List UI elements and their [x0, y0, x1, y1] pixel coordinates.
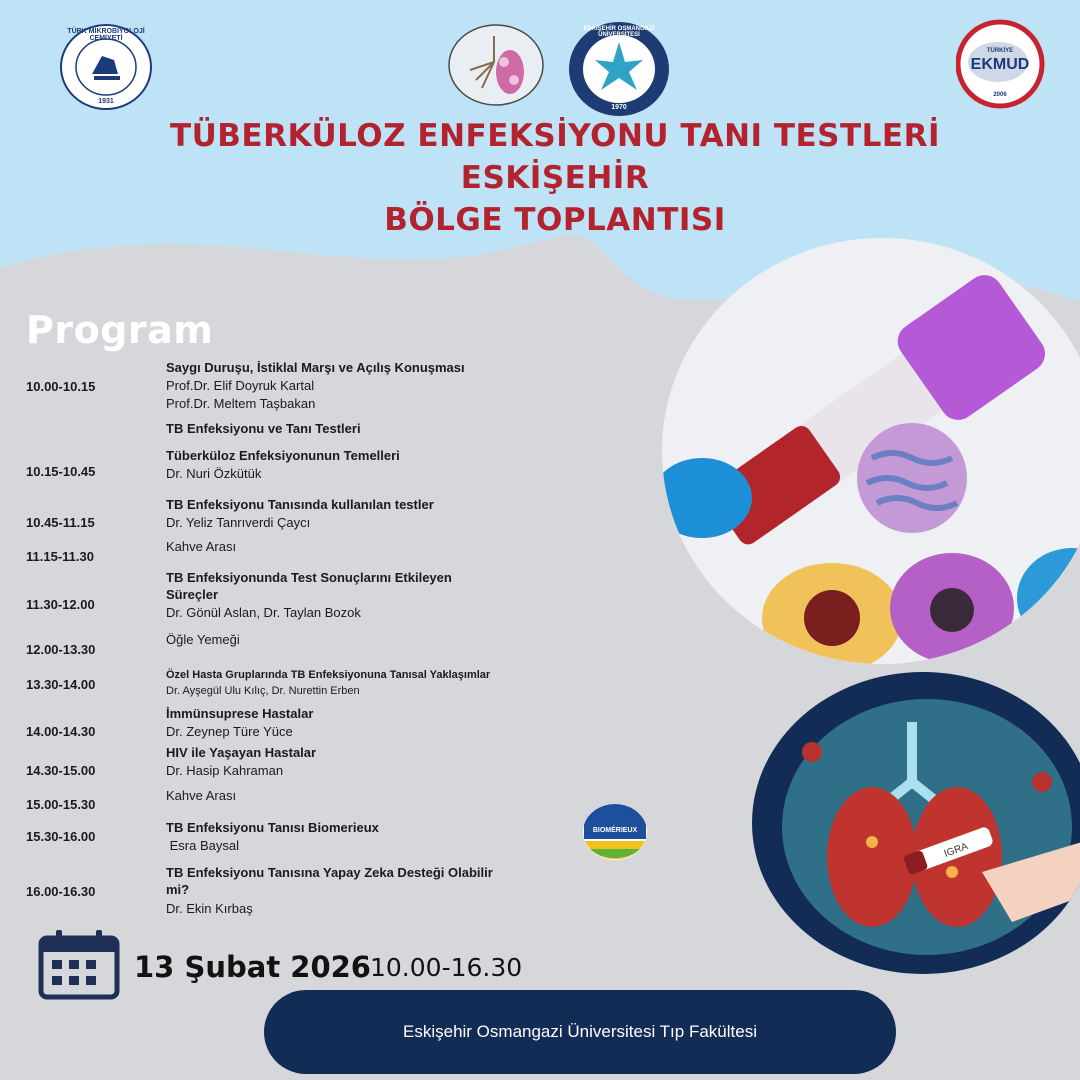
venue-banner — [264, 990, 896, 1074]
session-time: 16.00-16.30 — [26, 884, 96, 899]
session-title: TB Enfeksiyonu Tanısı Biomerieux — [166, 820, 379, 835]
esogu-logo — [567, 20, 671, 118]
session-time: 15.30-16.00 — [26, 829, 96, 844]
session-time: 11.30-12.00 — [26, 597, 95, 612]
session-time: 15.00-15.30 — [26, 797, 96, 812]
session-speaker: Prof.Dr. Elif Doyruk Kartal — [166, 378, 315, 393]
program-heading: Program — [26, 308, 214, 352]
session-section-title: TB Enfeksiyonu ve Tanı Testleri — [166, 421, 361, 436]
ekmud-logo — [956, 18, 1046, 110]
session-title: TB Enfeksiyonu Tanısına Yapay Zeka Desteği Olabilir — [166, 865, 493, 880]
session-time: 12.00-13.30 — [26, 642, 96, 657]
session-title: Saygı Duruşu, İstiklal Marşı ve Açılış Konuşması — [166, 360, 465, 375]
session-speaker: Dr. Ayşegül Ulu Kılıç, Dr. Nurettin Erben — [166, 685, 360, 697]
session-title: Kahve Arası — [166, 788, 237, 803]
ekmud-logo-small: TÜRKİYE — [986, 48, 1014, 54]
session-speaker: Prof.Dr. Meltem Taşbakan — [166, 396, 316, 411]
tmc-logo-year: 1931 — [98, 98, 114, 105]
tmc-logo — [58, 22, 154, 112]
session-speaker: Dr. Zeynep Türe Yüce — [166, 724, 293, 739]
session-title: Tüberküloz Enfeksiyonunun Temelleri — [166, 448, 400, 463]
session-time: 14.30-15.00 — [26, 763, 96, 778]
session-speaker: Esra Baysal — [166, 838, 239, 853]
blood-tubes-image — [662, 238, 1080, 664]
lung-logo — [446, 22, 546, 108]
session-title: İmmünsuprese Hastalar — [166, 706, 314, 721]
event-date: 13 Şubat 2026 — [134, 950, 371, 984]
session-title: Özel Hasta Gruplarında TB Enfeksiyonuna Tanısal Yaklaşımlar — [166, 669, 491, 681]
session-title: TB Enfeksiyonu Tanısında kullanılan testler — [166, 497, 434, 512]
session-time: 11.15-11.30 — [26, 549, 94, 564]
session-time: 10.45-11.15 — [26, 515, 95, 530]
ekmud-logo-year: 2006 — [993, 92, 1007, 98]
session-title-cont: Süreçler — [166, 587, 219, 602]
session-time: 13.30-14.00 — [26, 677, 96, 692]
session-title: Öğle Yemeği — [166, 632, 240, 647]
session-speaker: Dr. Hasip Kahraman — [166, 763, 284, 778]
session-time: 14.00-14.30 — [26, 724, 96, 739]
session-title: HIV ile Yaşayan Hastalar — [166, 745, 317, 760]
session-speaker: Dr. Nuri Özkütük — [166, 466, 262, 481]
esogu-logo-text: ESKİŞEHİR OSMANGAZİ ÜNİVERSİTESİ — [583, 26, 655, 38]
lungs-illustration — [752, 672, 1080, 974]
calendar-icon — [38, 930, 120, 1000]
ekmud-logo-name: EKMUD — [970, 56, 1030, 73]
event-hours: 10.00-16.30 — [370, 953, 523, 982]
biomerieux-logo-text: BIOMÉRIEUX — [592, 827, 638, 834]
session-speaker: Dr. Ekin Kırbaş — [166, 901, 253, 916]
session-time: 10.00-10.15 — [26, 379, 96, 394]
session-time: 10.15-10.45 — [26, 464, 96, 479]
igra-tube-label: IGRA — [942, 841, 970, 860]
session-title: Kahve Arası — [166, 539, 237, 554]
title-line-1: TÜBERKÜLOZ ENFEKSİYONU TANI TESTLERİ — [169, 118, 940, 154]
title-line-3: BÖLGE TOPLANTISI — [384, 202, 726, 238]
biomerieux-logo — [582, 803, 648, 861]
session-title-cont: mi? — [166, 882, 190, 897]
esogu-logo-year: 1970 — [611, 104, 627, 111]
session-speaker: Dr. Yeliz Tanrıverdi Çaycı — [166, 515, 311, 530]
tmc-logo-text: TÜRK MİKROBİYOLOJİ CEMİYETİ — [67, 28, 145, 42]
venue-text: Eskişehir Osmangazi Üniversitesi Tıp Fakültesi — [403, 1022, 757, 1041]
session-title: TB Enfeksiyonunda Test Sonuçlarını Etkileyen — [166, 570, 452, 585]
session-speaker: Dr. Gönül Aslan, Dr. Taylan Bozok — [166, 605, 361, 620]
title-line-2: ESKİŞEHİR — [460, 160, 650, 196]
